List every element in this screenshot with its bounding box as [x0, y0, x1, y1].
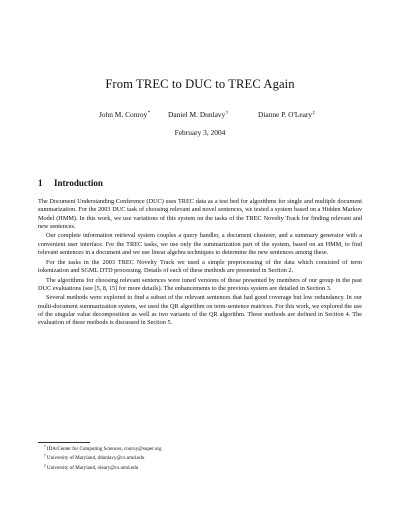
author-list — [0, 110, 400, 122]
author-oleary — [258, 110, 315, 119]
author-name: Dianne P. O'Leary — [258, 110, 313, 119]
footnote-text: IDA/Center for Computing Sciences, conroy@super.org — [46, 446, 162, 452]
paper-title: From TREC to DUC to TREC Again — [105, 77, 295, 91]
footnote-item — [38, 463, 362, 472]
paragraph: For the tasks in the 2003 TREC Novelty Track we used a simple preprocessing of the data which consisted of term tokenization and SGML DTD processing. Details of each of these methods are presented in Section 2. — [38, 258, 362, 274]
footnote-mark: * — [44, 445, 46, 449]
author-name: John M. Conroy — [99, 110, 148, 119]
paragraph: Several methods were explored to find a subset of the relevant sentences that had good coverage but low redundancy. In our multi-document summarization system, we used the QR algorithm on term-sentence matrices. For this work, we explored the use of the singular value decomposition as well as two variants of the QR algorithm. These methods are defined in Section 4. The evaluation of these methods is discussed in Section 5. — [38, 294, 362, 327]
paper-date: February 3, 2004 — [174, 128, 226, 137]
author-footnote-mark: * — [147, 111, 151, 116]
author-footnote-mark: ‡ — [312, 111, 316, 116]
footnote-mark: † — [44, 454, 46, 459]
section-body — [38, 198, 362, 328]
paragraph: The algorithms for choosing relevant sentences were tuned versions of those presented by members of our group in the past DUC evaluations (see [5, 8, 15] for more details). The enhancements to the previous system are detailed in Section 3. — [38, 276, 362, 292]
paragraph: The Document Understanding Conference (DUC) uses TREC data as a test bed for algorithms for single and multiple document summarization. For the 2003 DUC task of choosing relevant and novel sentences, we tested a system based on a Hidden Markov Model (HMM). In this work, we use variations of this system on the tasks of the TREC Novelty Track for finding relevant and new sentences. — [38, 198, 362, 230]
footnotes — [38, 444, 362, 472]
section-heading — [38, 178, 103, 188]
author-dunlavy — [168, 110, 228, 119]
footnote-item — [38, 453, 362, 462]
paragraph: Our complete information retrieval system couples a query handler, a document clusterer, and a summary generator with a convenient user interface. For the TREC tasks, we use only the summarization part of the system, based on an HMM, to find relevant sentences in a document and we use linear algebra techniques to determine the new sentences among these. — [38, 232, 362, 257]
author-footnote-mark: † — [225, 111, 229, 116]
footnote-item — [38, 444, 362, 453]
footnote-text: University of Maryland, oleary@cs.umd.edu — [46, 464, 139, 471]
author-conroy — [99, 110, 150, 119]
section-number: 1 — [38, 178, 43, 188]
footnote-divider — [38, 442, 90, 443]
author-name: Daniel M. Dunlavy — [168, 110, 226, 119]
section-title: Introduction — [54, 178, 103, 188]
footnote-text: University of Maryland, ddunlavy@cs.umd.edu — [46, 455, 145, 462]
footnote-mark: ‡ — [44, 463, 46, 468]
